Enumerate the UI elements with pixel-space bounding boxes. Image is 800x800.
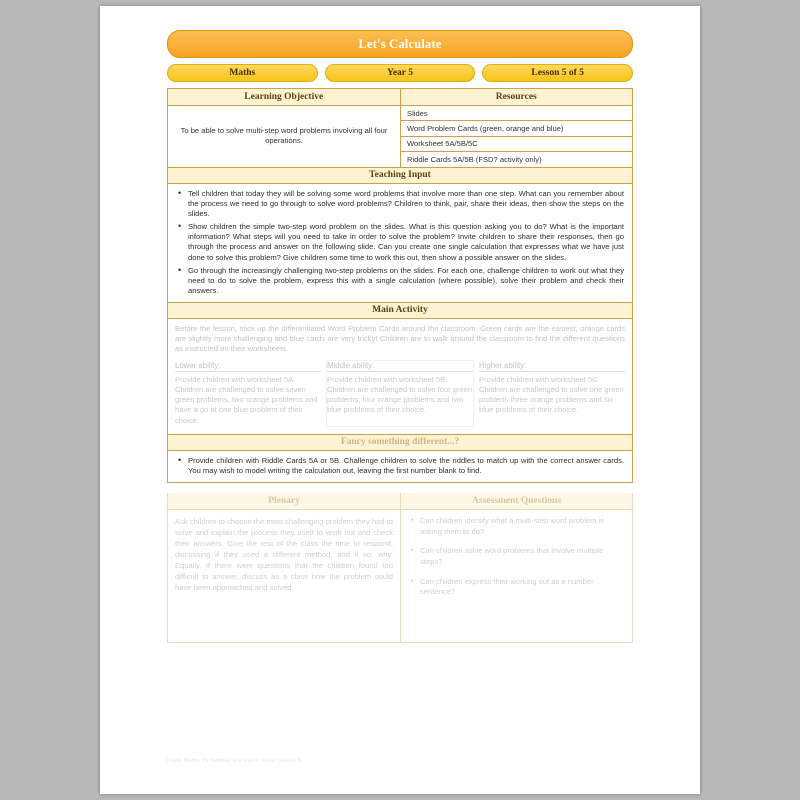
- higher-ability-heading: Higher ability:: [479, 361, 625, 372]
- assessment-header: Assessment Questions: [401, 493, 632, 510]
- main-activity-header: Main Activity: [167, 303, 633, 319]
- lower-ability-heading: Lower ability:: [175, 361, 321, 372]
- objective-resources-row: [168, 106, 632, 168]
- resource-item: Slides: [401, 106, 632, 121]
- lesson-meta-row: [167, 64, 633, 82]
- learning-objective-header: Learning Objective: [168, 89, 400, 106]
- fancy-something-body: [167, 451, 633, 483]
- ability-column-higher: [479, 361, 625, 426]
- year-pill: Year 5: [325, 64, 476, 82]
- lower-ability-text: Provide children with worksheet 5A. Children are challenged to solve seven green problems, two orange problems and have a go at one blue problem of their choice.: [175, 374, 318, 425]
- middle-ability-text: Provide children with worksheet 5B. Children are challenged to solve four green problems, four orange problems and two blue problems of their choice.: [327, 374, 473, 415]
- resources-header: Resources: [400, 89, 633, 106]
- plenary-column: [168, 493, 400, 642]
- resource-item: Word Problem Cards (green, orange and blue): [401, 121, 632, 136]
- lesson-plan-sheet: [167, 30, 633, 670]
- assessment-bullet: • Can children express their working out as a number sentence?: [420, 577, 625, 598]
- plenary-text: Ask children to choose the most challenging problem they had to solve and explain the process they used to work out and check their answers. Give the rest of the class the time to respond, discussing if they used a different method, and if so, why. Equally, if there were questions that the children found too difficult to answer, discuss as a class how the problem could have been approached and solved.: [175, 517, 393, 593]
- assessment-body: [401, 510, 632, 642]
- assessment-column: [400, 493, 632, 642]
- middle-ability-heading: Middle ability:: [327, 361, 473, 372]
- page-footer: Planit Maths Y5 Number and Place Value Lesson 5: [167, 758, 301, 764]
- teaching-input-header: Teaching Input: [167, 168, 633, 184]
- document-page: [100, 6, 700, 794]
- resources-list: [400, 106, 632, 167]
- assessment-bullet: • Can children identify what a multi-step word problem is asking them to do?: [420, 516, 625, 537]
- main-activity-intro: Before the lesson, stick up the differentiated Word Problem Cards around the classroom. Green cards are the easiest, orange cards are slightly more challenging and blue cards are very tricky! Children are to walk around the classroom to find the different questions as instructed on their worksheets.: [175, 323, 625, 354]
- lesson-number-pill: Lesson 5 of 5: [482, 64, 633, 82]
- main-activity-body: [167, 319, 633, 435]
- ability-column-lower: [175, 361, 321, 426]
- fancy-something-header: Fancy something different...?: [167, 435, 633, 451]
- page-title: Let's Calculate: [358, 36, 442, 51]
- subject-pill: Maths: [167, 64, 318, 82]
- assessment-bullet: • Can children solve word problems that involve multiple steps?: [420, 546, 625, 567]
- ability-column-middle: [327, 361, 473, 426]
- teaching-input-bullet: • Show children the simple two-step word problem on the slides. What is this question asking you to do? What is the important information? What steps will you need to take in order to solve the problem? Invite children to share their responses, then go through the process and answer on the following slide. Can you create one single calculation that expresses what we have just done to solve this problem? Give children some time to work this out, then show a possible answer on the slides.: [188, 222, 628, 262]
- plenary-assessment-table: [167, 493, 633, 643]
- plenary-header: Plenary: [168, 493, 400, 510]
- learning-objective-text: To be able to solve multi-step word problems involving all four operations.: [180, 126, 388, 146]
- plenary-body: [168, 510, 400, 642]
- teaching-input-bullet: • Go through the increasingly challenging two-step problems on the slides. For each one, challenge children to work out what they need to do to solve the problem, express this with a single calculation (where possible), solve their problem and check their answers.: [188, 266, 628, 296]
- table-header-row: [168, 89, 632, 106]
- teaching-input-body: [167, 184, 633, 303]
- resource-item: Riddle Cards 5A/5B (FSD? activity only): [407, 154, 542, 164]
- fancy-something-bullet: • Provide children with Riddle Cards 5A or 5B. Challenge children to solve the riddles to match up with the correct answer cards. You may wish to model writing the calculation out, leaving the first number blank to find.: [188, 456, 628, 476]
- lesson-title-banner: [167, 30, 633, 58]
- ability-columns: [172, 361, 628, 428]
- objective-resources-table: [167, 88, 633, 168]
- higher-ability-text: Provide children with worksheet 5C. Children are challenged to solve one green problem, three orange problems and six blue problems of their choice.: [479, 374, 624, 415]
- resource-item: Worksheet 5A/5B/5C: [401, 137, 632, 152]
- teaching-input-bullet: • Tell children that today they will be solving some word problems that involve more than one step. What can you remember about the process we need to go through to solve word problems? Children to think, pair, share their ideas, then show the steps on the slides.: [188, 189, 628, 219]
